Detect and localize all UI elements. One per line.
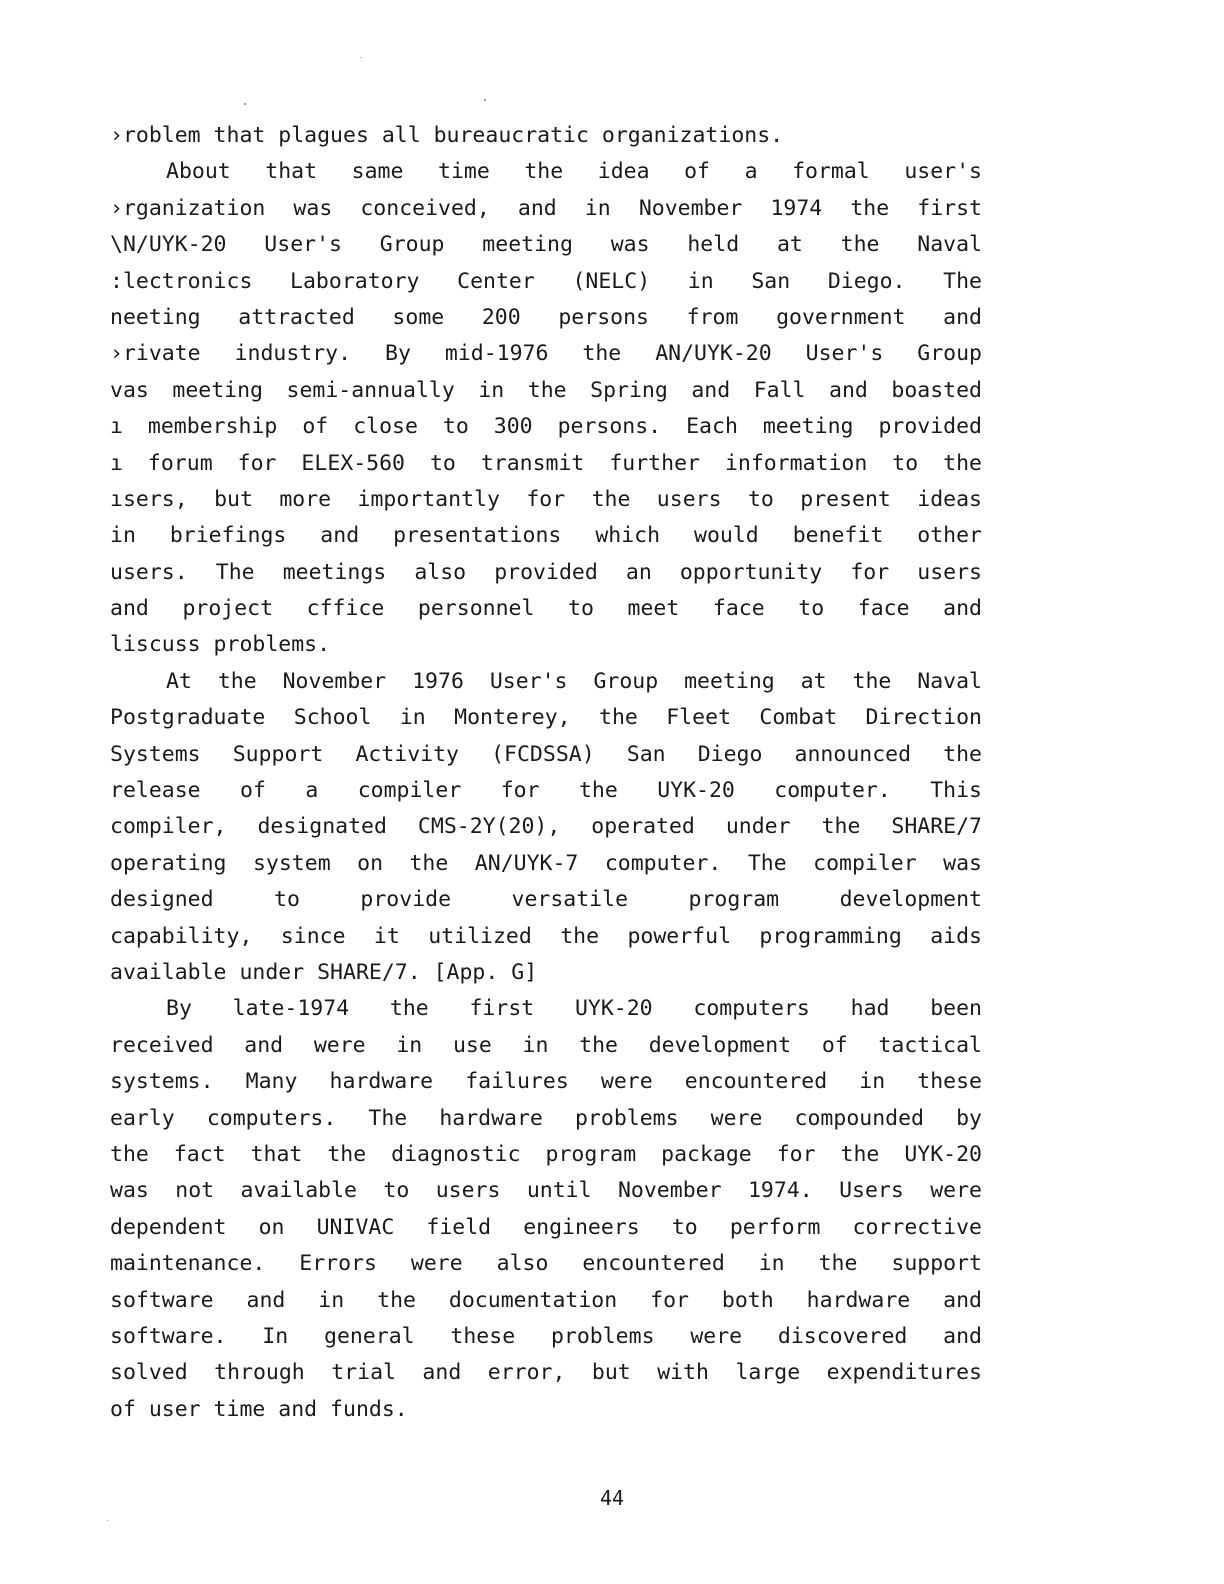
text-line: release of a compiler for the UYK-20 computer. This (110, 778, 982, 804)
scan-speck (360, 57, 361, 58)
text-line: dependent on UNIVAC field engineers to perform corrective (110, 1214, 982, 1240)
text-line: and project cffice personnel to meet face to face and (110, 596, 982, 622)
text-line: maintenance. Errors were also encountered in the support (110, 1251, 982, 1277)
scan-speck (484, 99, 486, 101)
text-line: was not available to users until November 1974. Users were (110, 1178, 982, 1204)
text-line: capability, since it utilized the powerful programming aids (110, 923, 982, 949)
text-line: designed to provide versatile program development (110, 887, 982, 913)
text-line: Systems Support Activity (FCDSSA) San Diego announced the (110, 741, 982, 767)
text-line: early computers. The hardware problems were compounded by (110, 1105, 982, 1131)
text-line: of user time and funds. (110, 1396, 408, 1422)
text-line: available under SHARE/7. [App. G] (110, 959, 538, 985)
text-line: compiler, designated CMS-2Y(20), operated under the SHARE/7 (110, 814, 982, 840)
page-number: 44 (599, 1486, 625, 1510)
text-line: operating system on the AN/UYK-7 computer. The compiler was (110, 850, 982, 876)
text-line: ısers, but more importantly for the users to present ideas (110, 486, 982, 512)
text-line: ›roblem that plagues all bureaucratic organizations. (110, 123, 784, 148)
scan-speck (107, 1520, 108, 1521)
body-text (110, 118, 982, 1428)
text-line: software. In general these problems were discovered and (110, 1323, 982, 1349)
text-line: ›rganization was conceived, and in November 1974 the first (110, 195, 982, 221)
text-line: ›rivate industry. By mid-1976 the AN/UYK-20 User's Group (110, 341, 982, 367)
text-line: ı forum for ELEX-560 to transmit further information to the (110, 450, 982, 476)
scan-speck (244, 103, 246, 105)
text-line: :lectronics Laboratory Center (NELC) in San Diego. The (110, 268, 982, 294)
text-line: solved through trial and error, but with large expenditures (110, 1360, 982, 1386)
text-line: in briefings and presentations which would benefit other (110, 523, 982, 549)
text-line: ı membership of close to 300 persons. Each meeting provided (110, 414, 982, 440)
text-line: received and were in use in the development of tactical (110, 1032, 982, 1058)
text-line: systems. Many hardware failures were encountered in these (110, 1069, 982, 1095)
text-line: About that same time the idea of a formal user's (166, 159, 982, 185)
text-line: vas meeting semi-annually in the Spring and Fall and boasted (110, 377, 982, 403)
text-line: \N/UYK-20 User's Group meeting was held at the Naval (110, 232, 982, 258)
text-line: software and in the documentation for both hardware and (110, 1287, 982, 1313)
text-line: liscuss problems. (110, 632, 331, 658)
text-line: neeting attracted some 200 persons from government and (110, 304, 982, 330)
text-line: At the November 1976 User's Group meeting at the Naval (166, 668, 982, 694)
text-line: users. The meetings also provided an opportunity for users (110, 559, 982, 585)
text-line: By late-1974 the first UYK-20 computers had been (166, 996, 982, 1022)
text-line: the fact that the diagnostic program package for the UYK-20 (110, 1141, 982, 1167)
text-line: Postgraduate School in Monterey, the Fleet Combat Direction (110, 705, 982, 731)
